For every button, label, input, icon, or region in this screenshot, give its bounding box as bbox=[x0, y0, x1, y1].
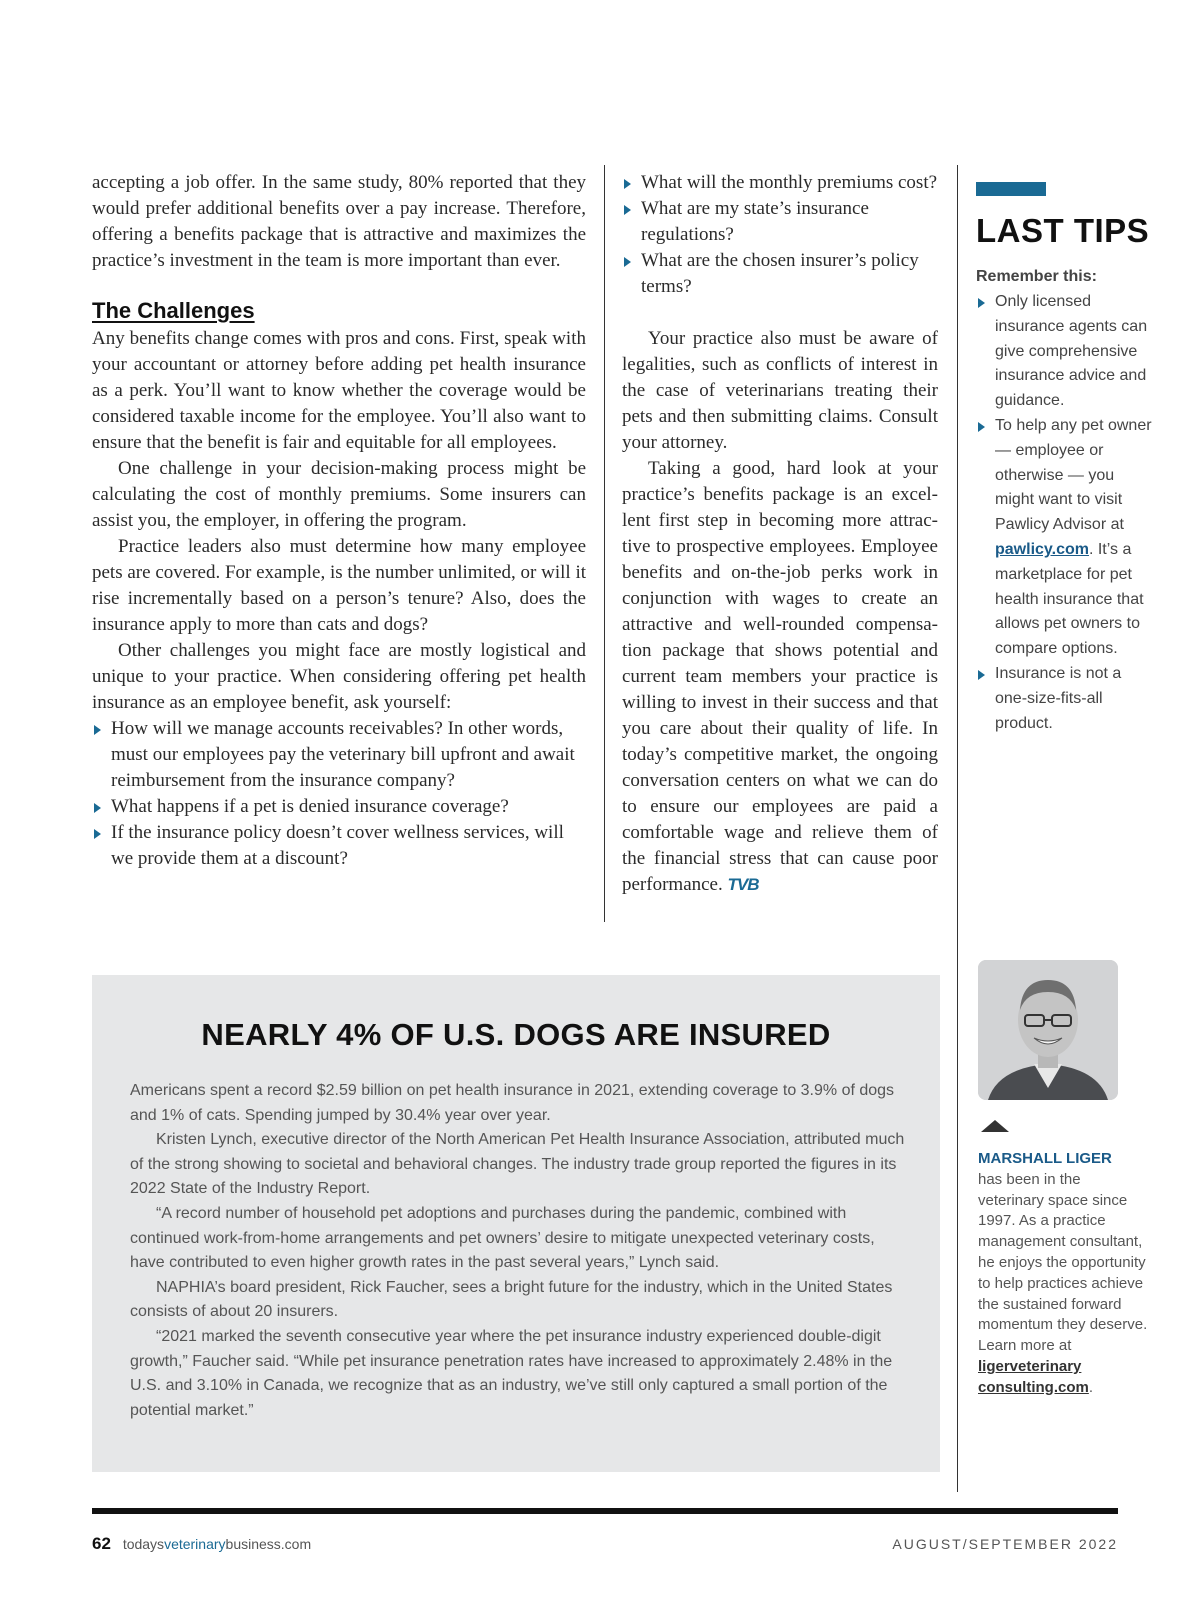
author-website-link[interactable]: ligerveterinary consulting.com bbox=[978, 1357, 1089, 1396]
article-column-2 bbox=[622, 170, 938, 898]
site-url-part: todays bbox=[122, 1536, 165, 1552]
tip-text: . It’s a marketplace for pet health insurance that allows pet owners to compare options. bbox=[995, 540, 1144, 658]
callout-body bbox=[130, 1079, 910, 1423]
body-paragraph: Other challenges you might face are mostly logistical and unique to your practice. When considering offering pet health insurance as an employee benefit, ask yourself: bbox=[92, 640, 586, 713]
accent-bar bbox=[976, 182, 1046, 196]
callout-paragraph: Kristen Lynch, executive director of the North American Pet Health Insurance Association, attributed much of the strong showing to societal and behavioral changes. The industry trade group reported the figures in its 2022 State of the Industry Report. bbox=[130, 1131, 905, 1198]
list-item: If the insurance policy doesn’t cover wellness services, will we provide them at a discount? bbox=[92, 820, 586, 872]
list-item: What will the monthly premiums cost? bbox=[622, 170, 938, 196]
pawlicy-link[interactable]: pawlicy.com bbox=[995, 540, 1089, 558]
author-portrait-icon bbox=[978, 960, 1118, 1100]
author-name: MARSHALL LIGER bbox=[978, 1150, 1112, 1167]
article-column-1 bbox=[92, 170, 586, 872]
author-bio-end: . bbox=[1088, 1378, 1094, 1396]
caption-pointer-icon bbox=[981, 1120, 1009, 1132]
body-paragraph: Your practice also must be aware of legalities, such as conflicts of interest in the case of veterinarians treating their pets and then submitting claims. Consult your attorney. bbox=[622, 328, 938, 453]
site-url-part: business.com bbox=[225, 1536, 312, 1552]
site-url bbox=[123, 1536, 311, 1552]
page-footer bbox=[92, 1534, 1118, 1554]
callout-paragraph: “2021 marked the seventh consecutive year where the pet insurance industry experienced double-digit growth,” Faucher said. “While pet insurance penetration rates have increased to approximately 2.48% in the U.S. and 3.10% in Canada, we recognize that as an industry, we’ve still only captured a small portion of the potential market.” bbox=[130, 1327, 893, 1419]
callout-title: NEARLY 4% OF U.S. DOGS ARE INSURED bbox=[201, 1017, 831, 1052]
body-paragraph: Any benefits change comes with pros and cons. First, speak with your accountant or attorney before adding pet health insurance as a perk. You’ll want to know whether the coverage would be considered taxable income for the employee. You’ll also want to ensure that the benefit is fair and equitable for all employees. bbox=[92, 328, 586, 453]
tip-item: Insurance is not a one-size-fits-all product. bbox=[976, 662, 1156, 736]
question-list bbox=[92, 716, 586, 872]
body-paragraph: One challenge in your decision-making process might be calculating the cost of monthly premiums. Some insurers can assist you, the employer, in offering the program. bbox=[92, 458, 586, 531]
author-bio bbox=[978, 1149, 1148, 1399]
sidebar-lead: Remember this: bbox=[976, 268, 1097, 285]
footer-rule bbox=[92, 1508, 1118, 1514]
callout-paragraph: “A record number of household pet adoptions and purchases during the pandemic, combined with continued work-from-home arrangements and pet owners’ desire to mitigate unexpected veterinary costs, have contributed to even higher growth rates in the past several years,” Lynch said. bbox=[130, 1204, 875, 1272]
callout-paragraph: Americans spent a record $2.59 billion on pet health insurance in 2021, extending coverage to 3.9% of dogs and 1% of cats. Spending jumped by 30.4% year over year. bbox=[130, 1082, 895, 1124]
issue-date: AUGUST/SEPTEMBER 2022 bbox=[892, 1536, 1118, 1552]
tip-item: Only licensed insurance agents can give comprehensive insurance advice and guidance. bbox=[976, 290, 1156, 414]
sidebar-divider bbox=[957, 165, 958, 1492]
tips-list bbox=[976, 290, 1156, 736]
tvb-end-mark: TVB bbox=[727, 875, 759, 894]
body-text: Taking a good, hard look at your practice’s benefits package is an excellent first step in becoming more attractive to prospective employees. Employee benefits and on-the-job perks work in conjunction with wages to create an attractive and well-rounded compensation package that shows potential and current team members your practice is willing to invest in their success and that you care about their quality of life. In today’s competitive market, the ongoing conversation centers on what we can do to ensure our employees are paid a comfortable wage and relieve them of the financial stress that can cause poor performance. bbox=[622, 458, 938, 895]
last-tips-sidebar bbox=[976, 182, 1156, 736]
callout-paragraph: NAPHIA’s board president, Rick Faucher, sees a bright future for the industry, which in the United States consists of about 20 insurers. bbox=[130, 1278, 893, 1321]
list-item: What are the chosen insurer’s policy terms? bbox=[622, 248, 938, 300]
list-item: What are my state’s insurance regulations? bbox=[622, 196, 938, 248]
tip-text: To help any pet owner — employee or otherwise — you might want to visit Pawlicy Advisor at bbox=[995, 416, 1152, 534]
insurance-stats-callout bbox=[92, 975, 940, 1472]
intro-paragraph: accepting a job offer. In the same study, 80% reported that they would prefer additional benefits over a pay increase. Therefore, offering a benefits package that is attractive and maximizes the practice’s investment in the team is more important than ever. bbox=[92, 172, 586, 271]
section-heading: The Challenges bbox=[92, 298, 255, 323]
column-divider bbox=[604, 165, 605, 922]
list-item: How will we manage accounts receivables? In other words, must our employees pay the veterinary bill upfront and await reimbursement from the insurance company? bbox=[92, 716, 586, 794]
body-paragraph: Practice leaders also must determine how many employee pets are covered. For example, is the number unlimited, or will it rise incrementally based on a person’s tenure? Also, does the insurance apply to more than cats and dogs? bbox=[92, 536, 586, 635]
body-paragraph bbox=[622, 456, 938, 898]
site-url-part: veterinary bbox=[164, 1536, 226, 1552]
question-list bbox=[622, 170, 938, 300]
page-number: 62 bbox=[92, 1534, 111, 1553]
tip-item bbox=[976, 414, 1156, 662]
author-bio-text: has been in the veterinary space since 1997. As a practice management consultant, he enjoys the opportunity to help practices achieve the sustained forward momentum they deserve. Learn more at bbox=[978, 1170, 1148, 1355]
author-photo bbox=[978, 960, 1118, 1100]
sidebar-title: LAST TIPS bbox=[976, 212, 1150, 249]
list-item: What happens if a pet is denied insurance coverage? bbox=[92, 794, 586, 820]
